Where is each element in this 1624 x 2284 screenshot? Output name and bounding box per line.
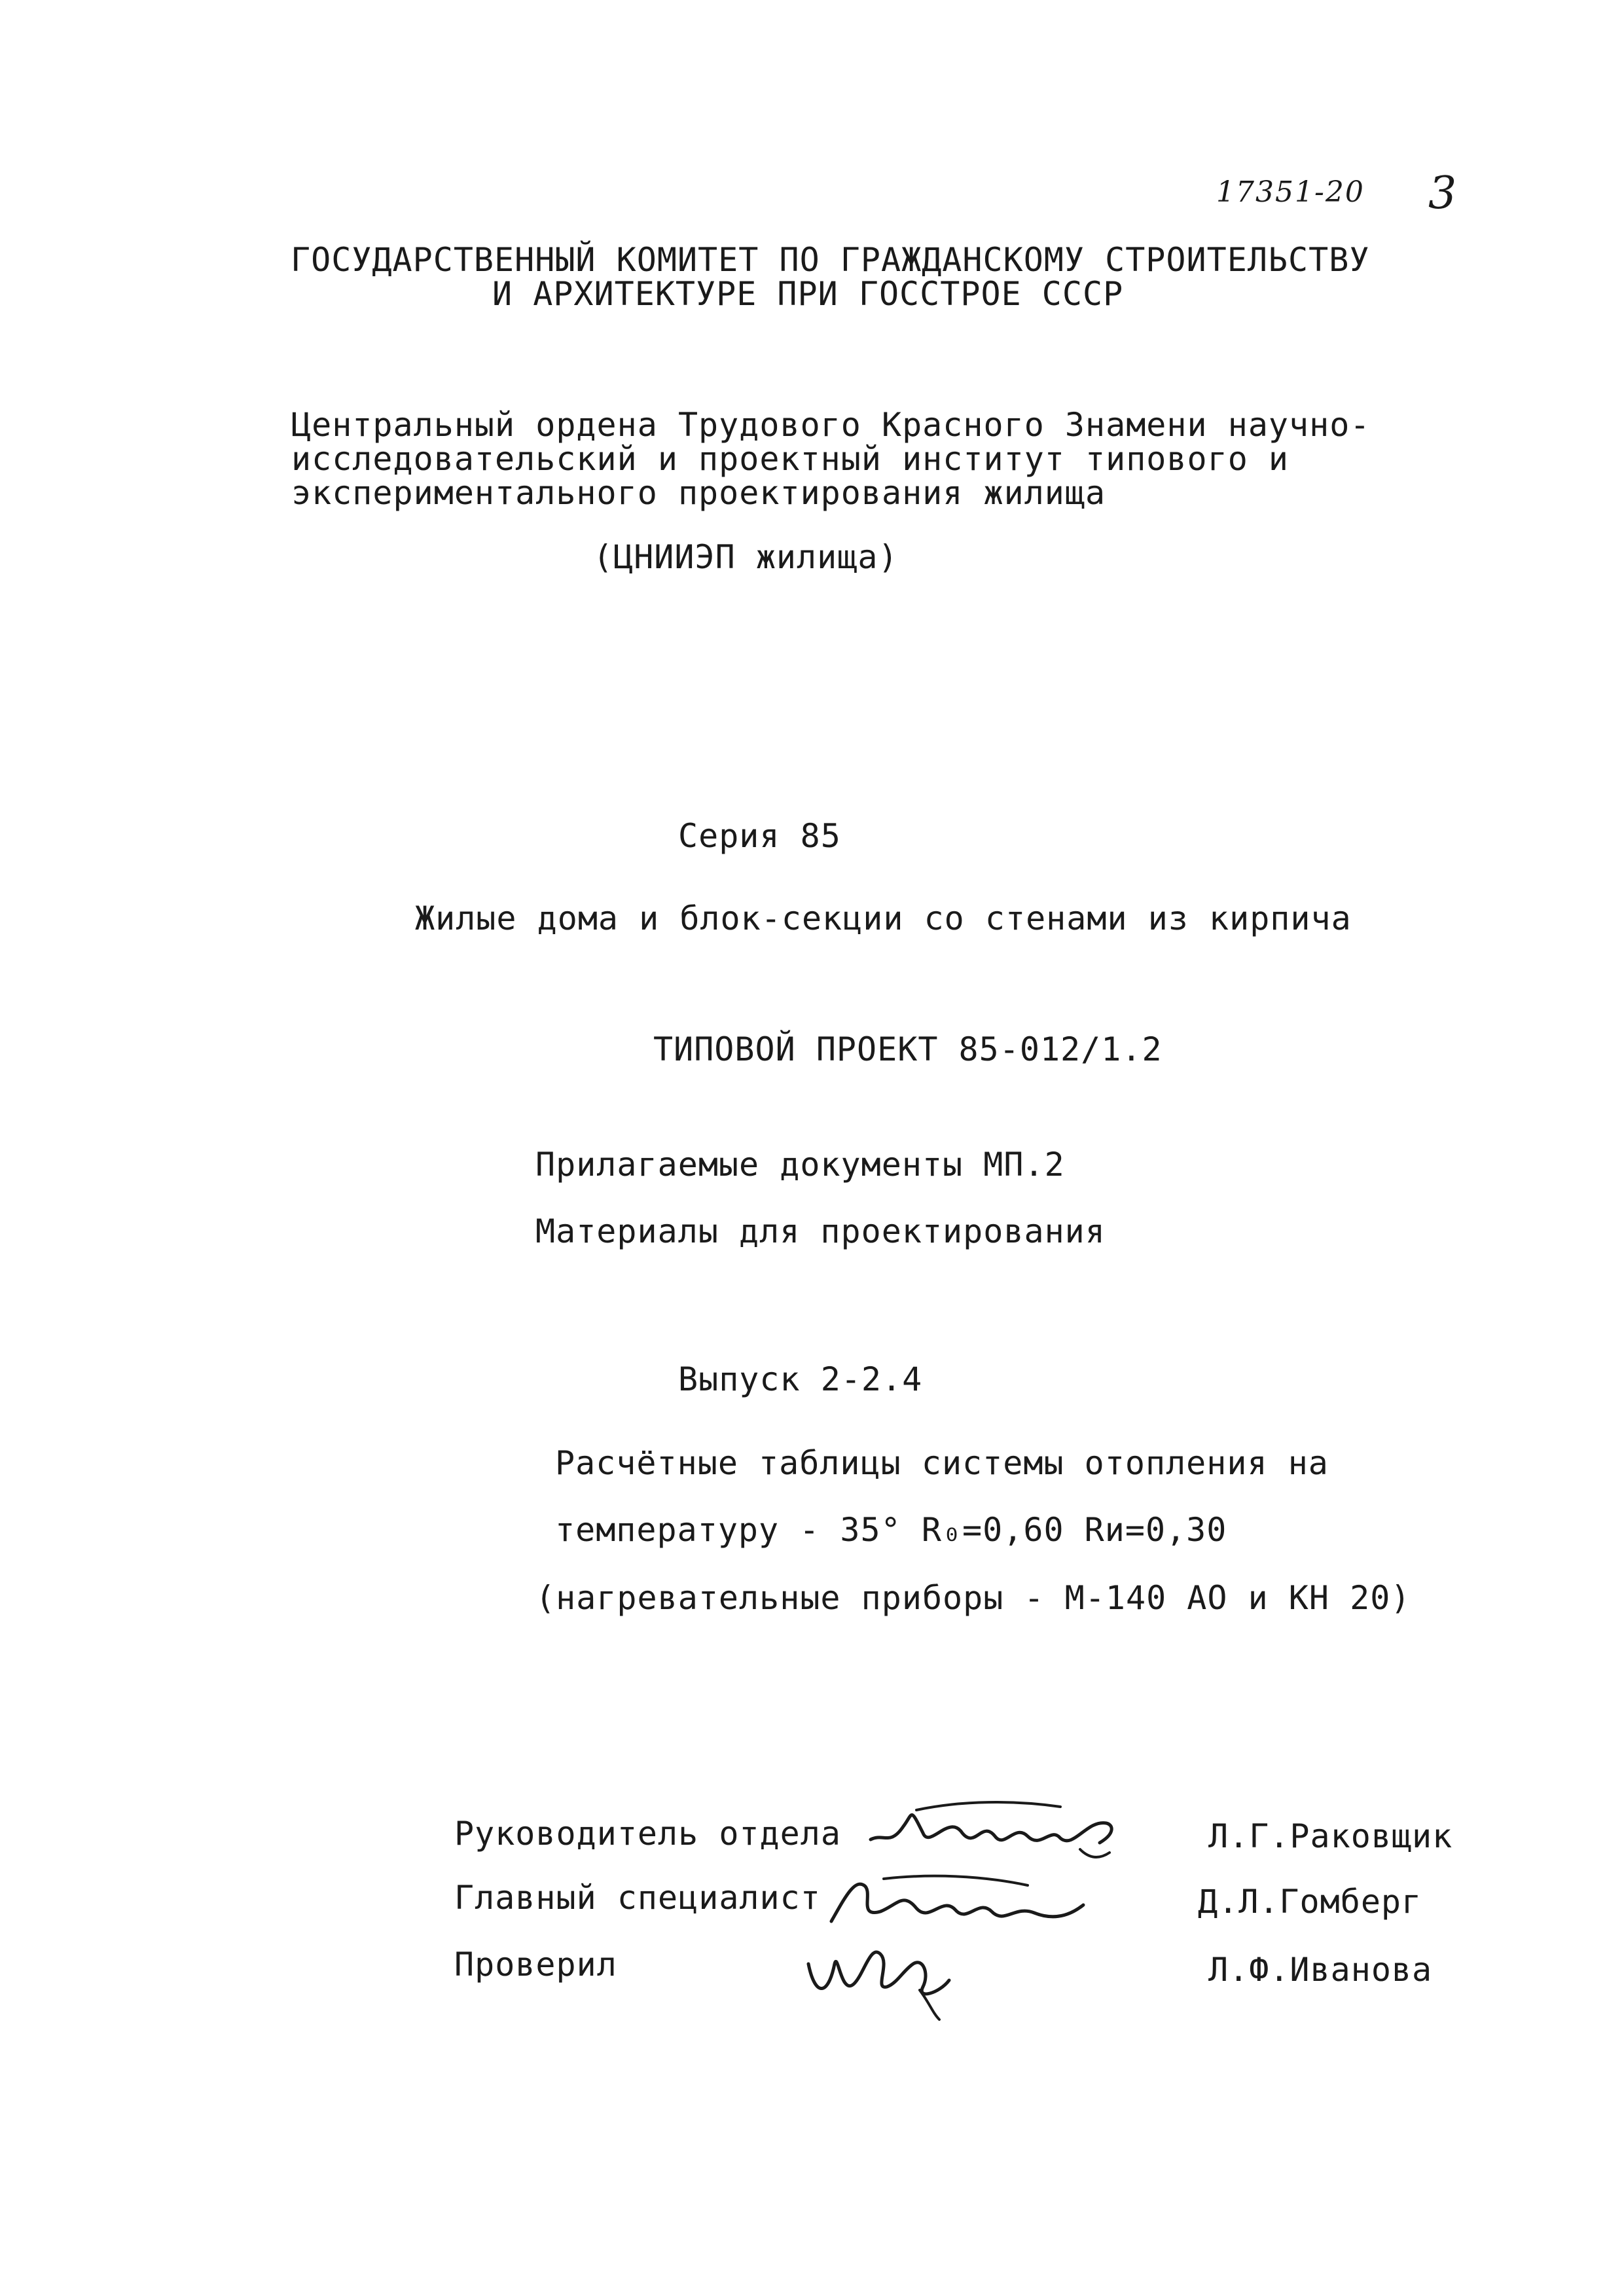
signature-role-1: Руководитель отдела: [454, 1815, 841, 1853]
institute-line-3: экспериментального проектирования жилища: [291, 474, 1106, 512]
project-materials: Материалы для проектирования: [535, 1212, 1106, 1250]
committee-line-1: ГОСУДАРСТВЕННЫЙ КОМИТЕТ ПО ГРАЖДАНСКОМУ СТРОИТЕЛЬСТВУ: [291, 241, 1370, 279]
signature-name-2: Д.Л.Гомберг: [1198, 1883, 1422, 1921]
series-label: Серия 85: [678, 817, 841, 855]
institute-line-2: исследовательский и проектный институт типового и: [291, 440, 1290, 478]
project-title: ТИПОВОЙ ПРОЕКТ 85-012/1.2: [653, 1030, 1163, 1068]
project-documents: Прилагаемые документы МП.2: [535, 1146, 1065, 1184]
handwritten-signature-1: [864, 1787, 1126, 1866]
page-number: 3: [1428, 168, 1457, 219]
signature-role-3: Проверил: [454, 1946, 617, 1984]
committee-line-2: И АРХИТЕКТУРЕ ПРИ ГОССТРОЕ СССР: [492, 275, 1124, 313]
issue-line-3: (нагревательные приборы - М-140 АО и КН 20): [535, 1579, 1411, 1617]
issue-line-1: Расчётные таблицы системы отопления на: [555, 1444, 1329, 1482]
institute-abbreviation: (ЦНИИЭП жилища): [593, 538, 899, 576]
issue-label: Выпуск 2-2.4: [678, 1360, 923, 1398]
signature-name-1: Л.Г.Раковщик: [1208, 1817, 1453, 1855]
signature-role-2: Главный специалист: [454, 1879, 821, 1917]
issue-line-2: температуру - 35° R₀=0,60 Rи=0,30: [555, 1511, 1227, 1549]
handwritten-signature-3: [799, 1925, 969, 2023]
series-title: Жилые дома и блок-секции со стенами из кирпича: [415, 899, 1352, 937]
doc-number: 17351-20: [1216, 175, 1365, 209]
institute-line-1: Центральный ордена Трудового Красного Знамени научно-: [291, 406, 1371, 444]
signature-name-3: Л.Ф.Иванова: [1208, 1951, 1433, 1989]
